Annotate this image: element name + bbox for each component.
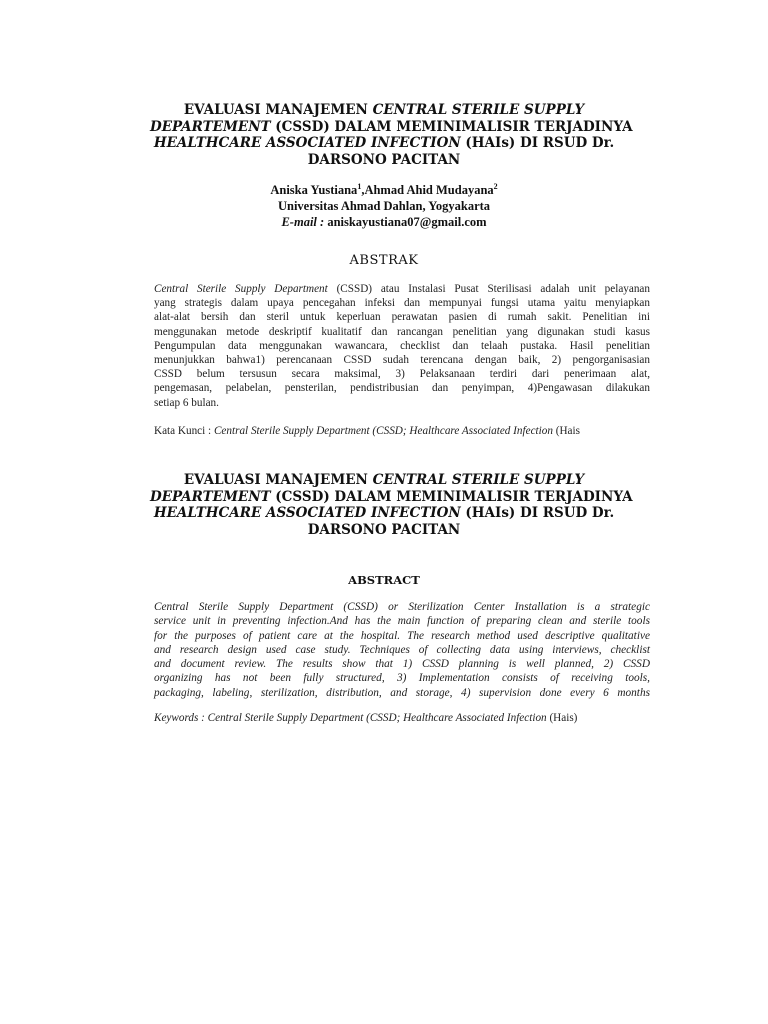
title-line-1: EVALUASI MANAJEMEN CENTRAL STERILE SUPPLY [183, 472, 585, 488]
title-line-1: EVALUASI MANAJEMEN CENTRAL STERILE SUPPLY [183, 102, 585, 118]
title-line-4: DARSONO PACITAN [307, 521, 461, 538]
title-line-2: DEPARTEMENT (CSSD) DALAM MEMINIMALISIR TERJADINYA [150, 118, 633, 135]
title-line-4: DARSONO PACITAN [307, 151, 461, 168]
author-names: Aniska Yustiana$^1$,Ahmad Ahid Mudayana$^2$ [270, 181, 498, 197]
abstract-heading: ABSTRACT [348, 573, 420, 587]
title-indonesian [150, 102, 633, 168]
email-label: E-mail : [281, 215, 325, 229]
kata-kunci: Kata Kunci : Central Sterile Supply Department (CSSD; Healthcare Associated Infection (Hais [154, 425, 580, 437]
title-line-2: DEPARTEMENT (CSSD) DALAM MEMINIMALISIR TERJADINYA [150, 488, 633, 505]
title-line-3: HEALTHCARE ASSOCIATED INFECTION (HAIs) DI RSUD Dr. [153, 135, 615, 151]
abstrak-heading: ABSTRAK [349, 253, 419, 268]
author-block [150, 182, 618, 230]
keywords: Keywords : Central Sterile Supply Department (CSSD; Healthcare Associated Infection (Hais) [154, 712, 578, 724]
abstrak-body: Central Sterile Supply Department (CSSD) atau Instalasi Pusat Sterilisasi adalah unit pelayanan yang strategis dalam upaya pencegahan infeksi dan mempunyai fungsi utama yaitu menyiapkan alat-alat bersih dan steril untuk keperluan perawatan pasien di rumah sakit. Penelitian ini menggunakan metode deskriptif kualitatif dan rancangan penelitian yang digunakan studi kasus Pengumpulan data menggunakan wawancara, checklist dan telaah pustaka. Hasil penelitian menunjukkan bahwa1) perencanaan CSSD sudah terencana dengan baik, 2) pengorganisasian CSSD belum tersusun secara maksimal, 3) Pelaksanaan terdiri dari penerimaan alat, pengemasan, pelabelan, pensterilan, pendistribusian dan penyimpan, 4)Pengawasan dilakukan setiap 6 bulan. [154, 283, 650, 409]
email-address: aniskayustiana07@gmail.com [324, 215, 487, 229]
affiliation: Universitas Ahmad Dahlan, Yogyakarta [277, 199, 491, 213]
abstract-body: Central Sterile Supply Department (CSSD) or Sterilization Center Installation is a strategic service unit in preventing infection.And has the main function of preparing clean and sterile tools for the purposes of patient care at the hospital. The research method used descriptive qualitative and research design used case study. Techniques of collecting data using interviews, checklist and document review. The results show that 1) CSSD planning is well planned, 2) CSSD organizing has not been fully structured, 3) Implementation consists of receiving tools, packaging, labeling, sterilization, distribution, and storage, 4) supervision done every 6 months [154, 601, 650, 699]
email-line [150, 214, 618, 230]
title-english [150, 472, 633, 538]
title-line-3: HEALTHCARE ASSOCIATED INFECTION (HAIs) DI RSUD Dr. [153, 505, 615, 521]
